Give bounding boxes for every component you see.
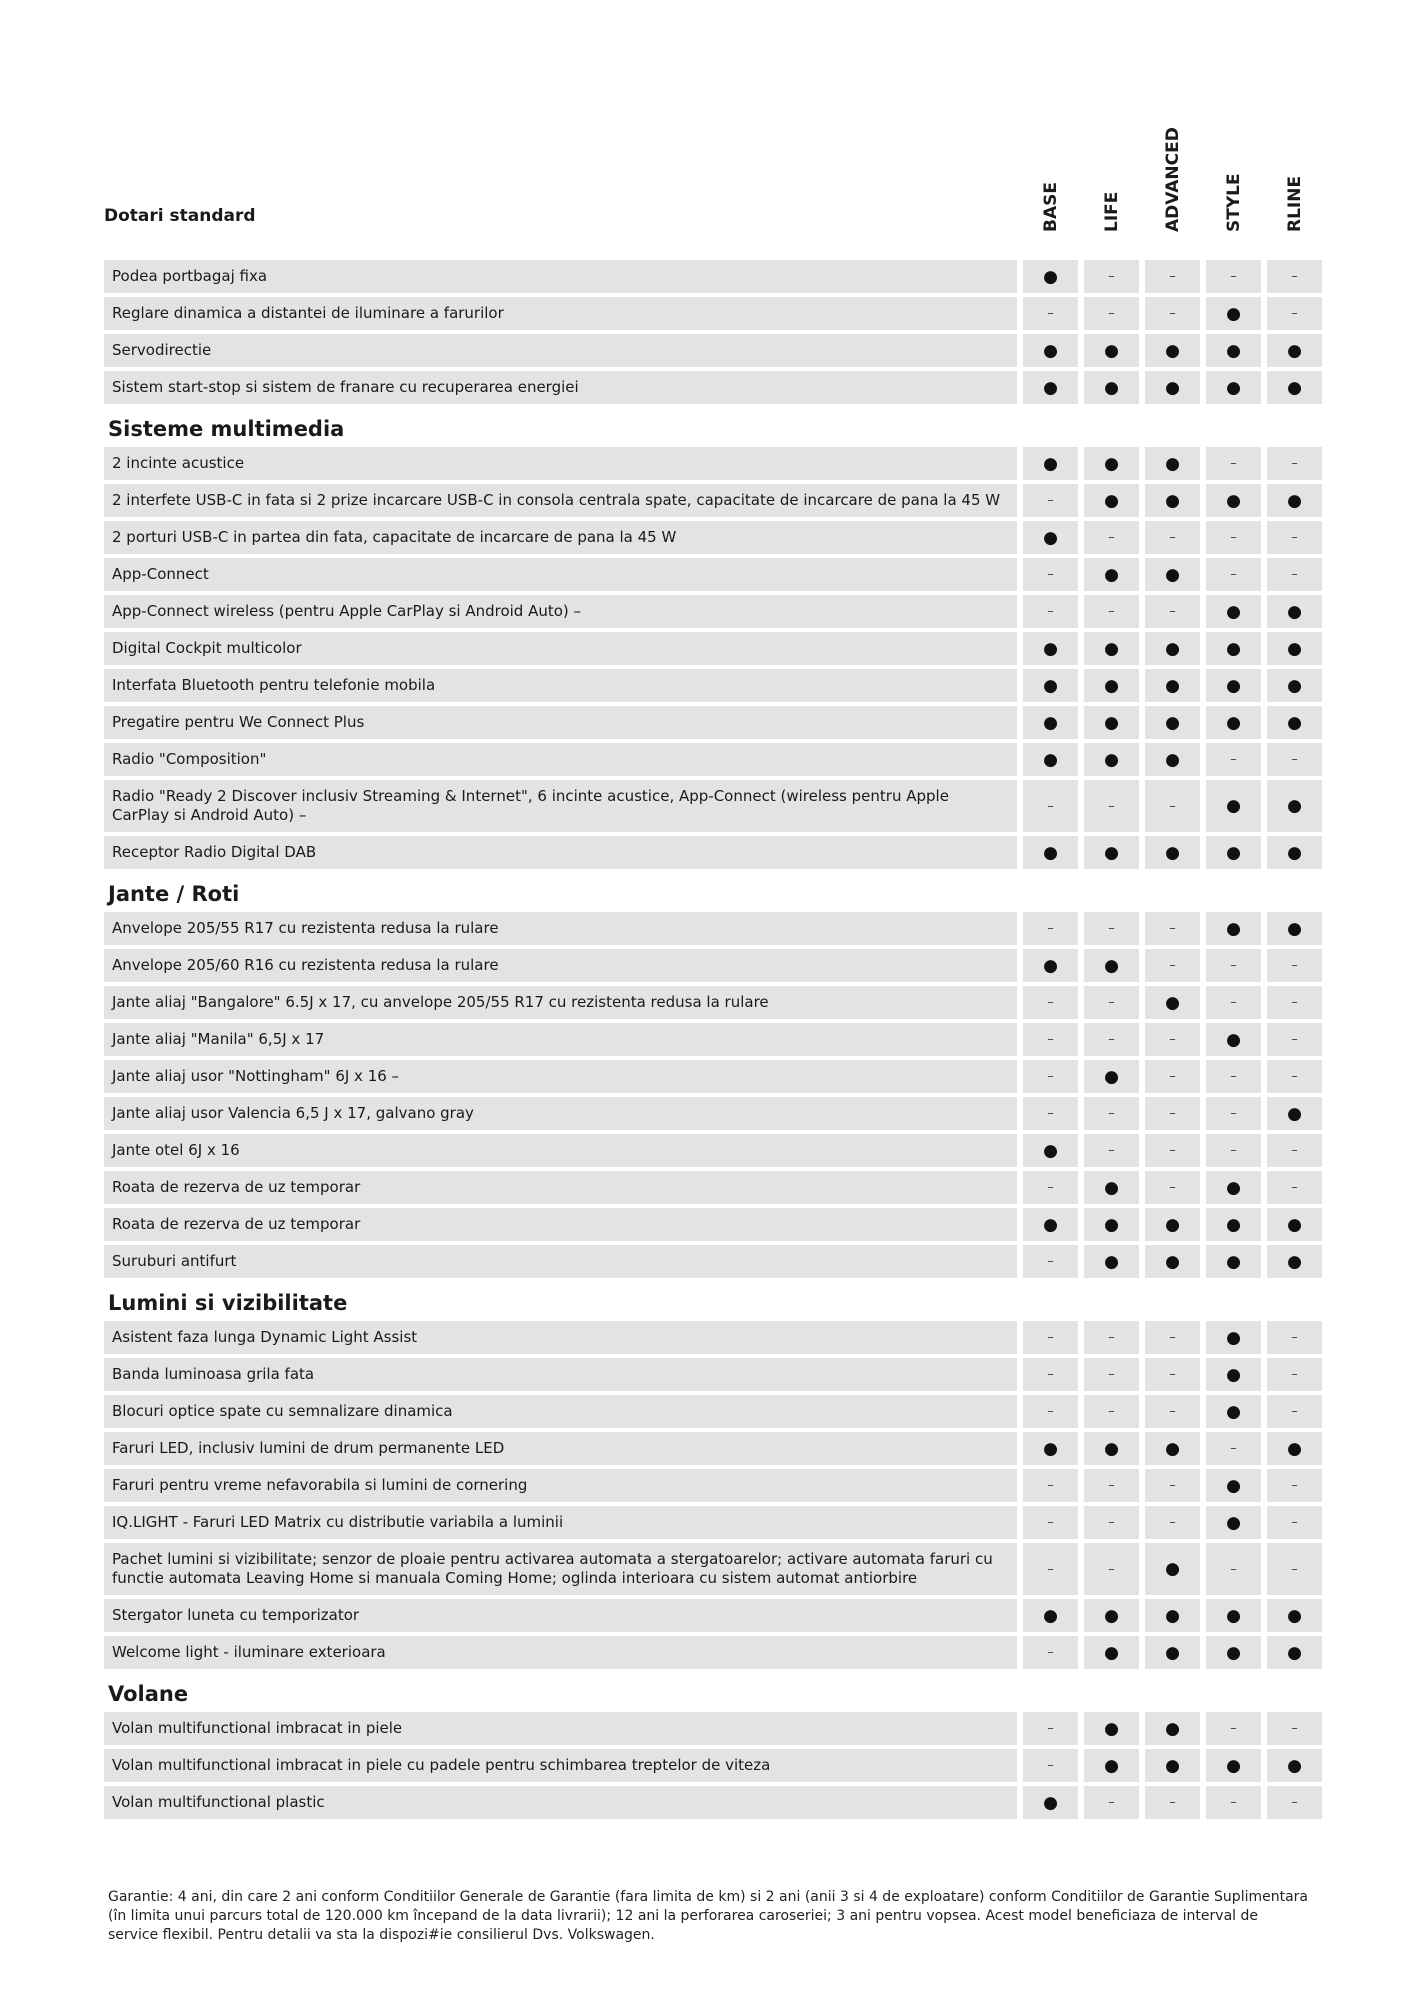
not-available-dash: –	[1145, 595, 1200, 628]
standard-dot: ●	[1084, 1599, 1139, 1632]
table-row	[104, 1786, 1322, 1819]
standard-dot: ●	[1023, 1599, 1078, 1632]
not-available-dash: –	[1023, 1506, 1078, 1539]
standard-dot: ●	[1084, 949, 1139, 982]
standard-dot: ●	[1145, 743, 1200, 776]
not-available-dash: –	[1023, 1395, 1078, 1428]
table-row	[104, 706, 1322, 739]
standard-dot: ●	[1267, 1245, 1322, 1278]
standard-dot: ●	[1145, 1245, 1200, 1278]
table-row	[104, 521, 1322, 554]
standard-dot: ●	[1267, 1432, 1322, 1465]
standard-dot: ●	[1206, 706, 1261, 739]
standard-dot: ●	[1206, 1023, 1261, 1056]
not-available-dash: –	[1267, 743, 1322, 776]
row-label: Reglare dinamica a distantei de iluminare a farurilor	[104, 297, 1017, 330]
table-row	[104, 1395, 1322, 1428]
standard-dot: ●	[1084, 669, 1139, 702]
standard-dot: ●	[1023, 949, 1078, 982]
table-row	[104, 558, 1322, 591]
not-available-dash: –	[1084, 297, 1139, 330]
not-available-dash: –	[1145, 521, 1200, 554]
standard-dot: ●	[1267, 1208, 1322, 1241]
not-available-dash: –	[1145, 260, 1200, 293]
not-available-dash: –	[1145, 1469, 1200, 1502]
not-available-dash: –	[1206, 1432, 1261, 1465]
not-available-dash: –	[1206, 521, 1261, 554]
standard-dot: ●	[1206, 1469, 1261, 1502]
column-headers	[1023, 122, 1322, 252]
standard-dot: ●	[1023, 743, 1078, 776]
standard-dot: ●	[1267, 669, 1322, 702]
standard-dot: ●	[1023, 1432, 1078, 1465]
row-label: 2 interfete USB-C in fata si 2 prize incarcare USB-C in consola centrala spate, capacitate de incarcare de pana la 45 W	[104, 484, 1017, 517]
not-available-dash: –	[1145, 297, 1200, 330]
standard-dot: ●	[1206, 1749, 1261, 1782]
standard-dot: ●	[1084, 371, 1139, 404]
table-row	[104, 484, 1322, 517]
not-available-dash: –	[1084, 986, 1139, 1019]
not-available-dash: –	[1023, 558, 1078, 591]
standard-dot: ●	[1145, 1749, 1200, 1782]
row-label: Volan multifunctional imbracat in piele cu padele pentru schimbarea treptelor de viteza	[104, 1749, 1017, 1782]
row-label: Anvelope 205/55 R17 cu rezistenta redusa la rulare	[104, 912, 1017, 945]
not-available-dash: –	[1084, 1023, 1139, 1056]
not-available-dash: –	[1206, 1060, 1261, 1093]
not-available-dash: –	[1145, 1171, 1200, 1204]
standard-dot: ●	[1023, 836, 1078, 869]
not-available-dash: –	[1084, 1786, 1139, 1819]
table-row	[104, 1134, 1322, 1167]
row-label: IQ.LIGHT - Faruri LED Matrix cu distributie variabila a luminii	[104, 1506, 1017, 1539]
not-available-dash: –	[1084, 780, 1139, 832]
table-row	[104, 1712, 1322, 1745]
standard-dot: ●	[1145, 1432, 1200, 1465]
standard-dot: ●	[1206, 1321, 1261, 1354]
row-label: Roata de rezerva de uz temporar	[104, 1171, 1017, 1204]
table-row	[104, 1097, 1322, 1130]
not-available-dash: –	[1206, 260, 1261, 293]
standard-dot: ●	[1084, 743, 1139, 776]
not-available-dash: –	[1206, 1786, 1261, 1819]
row-label: Sistem start-stop si sistem de franare cu recuperarea energiei	[104, 371, 1017, 404]
not-available-dash: –	[1145, 780, 1200, 832]
row-label: App-Connect	[104, 558, 1017, 591]
table-row	[104, 1599, 1322, 1632]
row-label: 2 incinte acustice	[104, 447, 1017, 480]
standard-dot: ●	[1206, 836, 1261, 869]
not-available-dash: –	[1023, 1469, 1078, 1502]
standard-dot: ●	[1023, 1786, 1078, 1819]
standard-dot: ●	[1145, 334, 1200, 367]
not-available-dash: –	[1206, 986, 1261, 1019]
not-available-dash: –	[1023, 912, 1078, 945]
not-available-dash: –	[1267, 949, 1322, 982]
not-available-dash: –	[1023, 1321, 1078, 1354]
table-row	[104, 1506, 1322, 1539]
not-available-dash: –	[1267, 1171, 1322, 1204]
standard-dot: ●	[1145, 706, 1200, 739]
standard-dot: ●	[1206, 632, 1261, 665]
row-label: App-Connect wireless (pentru Apple CarPlay si Android Auto) –	[104, 595, 1017, 628]
standard-dot: ●	[1084, 632, 1139, 665]
not-available-dash: –	[1023, 1097, 1078, 1130]
standard-dot: ●	[1206, 1171, 1261, 1204]
not-available-dash: –	[1267, 1395, 1322, 1428]
standard-dot: ●	[1206, 1636, 1261, 1669]
standard-dot: ●	[1267, 595, 1322, 628]
standard-dot: ●	[1023, 706, 1078, 739]
not-available-dash: –	[1145, 1395, 1200, 1428]
row-label: Banda luminoasa grila fata	[104, 1358, 1017, 1391]
standard-dot: ●	[1084, 1636, 1139, 1669]
row-label: Interfata Bluetooth pentru telefonie mobila	[104, 669, 1017, 702]
table-row	[104, 1543, 1322, 1595]
standard-dot: ●	[1145, 1712, 1200, 1745]
standard-dot: ●	[1084, 558, 1139, 591]
standard-dot: ●	[1206, 595, 1261, 628]
not-available-dash: –	[1267, 1358, 1322, 1391]
table-body	[104, 260, 1322, 1819]
standard-dot: ●	[1145, 1208, 1200, 1241]
standard-dot: ●	[1145, 1636, 1200, 1669]
column-header-rline: RLINE	[1284, 175, 1305, 232]
not-available-dash: –	[1267, 986, 1322, 1019]
table-row	[104, 595, 1322, 628]
row-label: Jante otel 6J x 16	[104, 1134, 1017, 1167]
table-row	[104, 1208, 1322, 1241]
standard-dot: ●	[1084, 1208, 1139, 1241]
standard-dot: ●	[1206, 371, 1261, 404]
standard-dot: ●	[1206, 1506, 1261, 1539]
not-available-dash: –	[1267, 1469, 1322, 1502]
standard-dot: ●	[1023, 447, 1078, 480]
standard-dot: ●	[1084, 1432, 1139, 1465]
table-row	[104, 1245, 1322, 1278]
row-label: Volan multifunctional plastic	[104, 1786, 1017, 1819]
not-available-dash: –	[1084, 1097, 1139, 1130]
not-available-dash: –	[1267, 558, 1322, 591]
row-label: Welcome light - iluminare exterioara	[104, 1636, 1017, 1669]
row-label: Jante aliaj usor "Nottingham" 6J x 16 –	[104, 1060, 1017, 1093]
not-available-dash: –	[1084, 260, 1139, 293]
table-row	[104, 836, 1322, 869]
not-available-dash: –	[1206, 558, 1261, 591]
standard-dot: ●	[1084, 447, 1139, 480]
row-label: Pregatire pentru We Connect Plus	[104, 706, 1017, 739]
row-label: Radio "Composition"	[104, 743, 1017, 776]
row-label: Faruri pentru vreme nefavorabila si lumini de cornering	[104, 1469, 1017, 1502]
standard-dot: ●	[1023, 669, 1078, 702]
section-title: Sisteme multimedia	[108, 417, 345, 441]
standard-dot: ●	[1206, 1599, 1261, 1632]
not-available-dash: –	[1023, 1358, 1078, 1391]
standard-dot: ●	[1145, 558, 1200, 591]
standard-dot: ●	[1084, 1749, 1139, 1782]
not-available-dash: –	[1145, 1060, 1200, 1093]
standard-dot: ●	[1145, 1543, 1200, 1595]
not-available-dash: –	[1084, 912, 1139, 945]
table-row	[104, 1023, 1322, 1056]
not-available-dash: –	[1267, 1134, 1322, 1167]
standard-dot: ●	[1206, 669, 1261, 702]
table-row	[104, 912, 1322, 945]
table-row	[104, 1749, 1322, 1782]
row-label: Digital Cockpit multicolor	[104, 632, 1017, 665]
not-available-dash: –	[1023, 1245, 1078, 1278]
not-available-dash: –	[1023, 1171, 1078, 1204]
column-header-life: LIFE	[1101, 191, 1122, 232]
table-row	[104, 1060, 1322, 1093]
standard-dot: ●	[1267, 1749, 1322, 1782]
not-available-dash: –	[1145, 1097, 1200, 1130]
table-row	[104, 447, 1322, 480]
table-row	[104, 986, 1322, 1019]
row-label: Asistent faza lunga Dynamic Light Assist	[104, 1321, 1017, 1354]
standard-dot: ●	[1267, 912, 1322, 945]
not-available-dash: –	[1267, 447, 1322, 480]
table-row	[104, 1636, 1322, 1669]
row-label: Blocuri optice spate cu semnalizare dinamica	[104, 1395, 1017, 1428]
not-available-dash: –	[1267, 297, 1322, 330]
standard-dot: ●	[1145, 836, 1200, 869]
not-available-dash: –	[1084, 1321, 1139, 1354]
not-available-dash: –	[1084, 1395, 1139, 1428]
row-label: Stergator luneta cu temporizator	[104, 1599, 1017, 1632]
not-available-dash: –	[1145, 1321, 1200, 1354]
row-label: Volan multifunctional imbracat in piele	[104, 1712, 1017, 1745]
not-available-dash: –	[1145, 949, 1200, 982]
not-available-dash: –	[1084, 595, 1139, 628]
standard-dot: ●	[1267, 836, 1322, 869]
standard-dot: ●	[1084, 1245, 1139, 1278]
table-row	[104, 669, 1322, 702]
table-title: Dotari standard	[104, 206, 256, 226]
standard-dot: ●	[1084, 1060, 1139, 1093]
not-available-dash: –	[1084, 1469, 1139, 1502]
standard-dot: ●	[1267, 334, 1322, 367]
row-label: 2 porturi USB-C in partea din fata, capacitate de incarcare de pana la 45 W	[104, 521, 1017, 554]
not-available-dash: –	[1023, 1060, 1078, 1093]
standard-dot: ●	[1206, 297, 1261, 330]
standard-dot: ●	[1084, 334, 1139, 367]
column-header-base: BASE	[1040, 182, 1061, 232]
standard-dot: ●	[1145, 986, 1200, 1019]
standard-dot: ●	[1267, 1097, 1322, 1130]
not-available-dash: –	[1267, 521, 1322, 554]
row-label: Roata de rezerva de uz temporar	[104, 1208, 1017, 1241]
not-available-dash: –	[1206, 447, 1261, 480]
table-row	[104, 1171, 1322, 1204]
not-available-dash: –	[1267, 1786, 1322, 1819]
standard-dot: ●	[1267, 632, 1322, 665]
standard-dot: ●	[1145, 632, 1200, 665]
standard-dot: ●	[1206, 780, 1261, 832]
column-header-advanced: ADVANCED	[1162, 127, 1183, 232]
row-label: Jante aliaj usor Valencia 6,5 J x 17, galvano gray	[104, 1097, 1017, 1130]
table-row	[104, 780, 1322, 832]
standard-dot: ●	[1023, 632, 1078, 665]
standard-dot: ●	[1206, 912, 1261, 945]
table-row	[104, 297, 1322, 330]
standard-dot: ●	[1084, 1712, 1139, 1745]
standard-dot: ●	[1145, 1599, 1200, 1632]
not-available-dash: –	[1206, 1712, 1261, 1745]
row-label: Radio "Ready 2 Discover inclusiv Streaming & Internet", 6 incinte acustice, App-Connect (wireless pentru Apple CarPlay si Android Auto) –	[104, 780, 1017, 832]
not-available-dash: –	[1206, 1543, 1261, 1595]
standard-dot: ●	[1206, 1245, 1261, 1278]
not-available-dash: –	[1023, 1023, 1078, 1056]
table-row	[104, 1321, 1322, 1354]
not-available-dash: –	[1145, 1506, 1200, 1539]
not-available-dash: –	[1145, 912, 1200, 945]
standard-dot: ●	[1206, 334, 1261, 367]
standard-dot: ●	[1145, 447, 1200, 480]
standard-dot: ●	[1084, 484, 1139, 517]
not-available-dash: –	[1145, 1023, 1200, 1056]
standard-dot: ●	[1267, 1636, 1322, 1669]
standard-dot: ●	[1145, 484, 1200, 517]
section-title: Volane	[108, 1682, 189, 1706]
standard-dot: ●	[1023, 371, 1078, 404]
standard-dot: ●	[1023, 334, 1078, 367]
not-available-dash: –	[1023, 1712, 1078, 1745]
not-available-dash: –	[1267, 1060, 1322, 1093]
not-available-dash: –	[1267, 1543, 1322, 1595]
not-available-dash: –	[1023, 297, 1078, 330]
standard-dot: ●	[1206, 1395, 1261, 1428]
not-available-dash: –	[1023, 780, 1078, 832]
not-available-dash: –	[1206, 743, 1261, 776]
not-available-dash: –	[1084, 1543, 1139, 1595]
standard-dot: ●	[1084, 706, 1139, 739]
not-available-dash: –	[1084, 1134, 1139, 1167]
standard-dot: ●	[1267, 780, 1322, 832]
not-available-dash: –	[1206, 1134, 1261, 1167]
table-row	[104, 1358, 1322, 1391]
standard-dot: ●	[1267, 371, 1322, 404]
row-label: Faruri LED, inclusiv lumini de drum permanente LED	[104, 1432, 1017, 1465]
table-row	[104, 371, 1322, 404]
row-label: Anvelope 205/60 R16 cu rezistenta redusa la rulare	[104, 949, 1017, 982]
not-available-dash: –	[1145, 1786, 1200, 1819]
column-header-style: STYLE	[1223, 173, 1244, 232]
table-row	[104, 1432, 1322, 1465]
row-label: Receptor Radio Digital DAB	[104, 836, 1017, 869]
not-available-dash: –	[1023, 986, 1078, 1019]
table-row	[104, 949, 1322, 982]
warranty-note: Garantie: 4 ani, din care 2 ani conform Conditiilor Generale de Garantie (fara limita de km) si 2 ani (anii 3 si 4 de exploatare) conform Conditiilor de Garantie Suplimentara (în limita unui parcurs total de 120.000 km începand de la data livrarii); 12 ani la perforarea caroseriei; 3 ani pentru vopsea. Acest model beneficiaza de interval de service flexibil. Pentru detalii va sta la dispozi#ie consilierul Dvs. Volkswagen.	[108, 1889, 1309, 1943]
not-available-dash: –	[1145, 1134, 1200, 1167]
standard-dot: ●	[1084, 1171, 1139, 1204]
not-available-dash: –	[1023, 1543, 1078, 1595]
standard-dot: ●	[1267, 706, 1322, 739]
not-available-dash: –	[1267, 1712, 1322, 1745]
not-available-dash: –	[1267, 260, 1322, 293]
section-title: Lumini si vizibilitate	[108, 1291, 348, 1315]
row-label: Suruburi antifurt	[104, 1245, 1017, 1278]
not-available-dash: –	[1023, 595, 1078, 628]
table-row	[104, 260, 1322, 293]
not-available-dash: –	[1206, 1097, 1261, 1130]
standard-dot: ●	[1267, 484, 1322, 517]
not-available-dash: –	[1084, 1506, 1139, 1539]
row-label: Servodirectie	[104, 334, 1017, 367]
not-available-dash: –	[1023, 1636, 1078, 1669]
not-available-dash: –	[1267, 1506, 1322, 1539]
table-row	[104, 743, 1322, 776]
equipment-table	[104, 120, 1322, 1823]
standard-dot: ●	[1206, 1358, 1261, 1391]
standard-dot: ●	[1267, 1599, 1322, 1632]
standard-dot: ●	[1023, 1134, 1078, 1167]
standard-dot: ●	[1023, 521, 1078, 554]
table-row	[104, 334, 1322, 367]
not-available-dash: –	[1023, 1749, 1078, 1782]
row-label: Jante aliaj "Bangalore" 6.5J x 17, cu anvelope 205/55 R17 cu rezistenta redusa la rulare	[104, 986, 1017, 1019]
not-available-dash: –	[1084, 1358, 1139, 1391]
not-available-dash: –	[1145, 1358, 1200, 1391]
standard-dot: ●	[1023, 1208, 1078, 1241]
standard-dot: ●	[1023, 260, 1078, 293]
not-available-dash: –	[1206, 949, 1261, 982]
not-available-dash: –	[1267, 1321, 1322, 1354]
row-label: Jante aliaj "Manila" 6,5J x 17	[104, 1023, 1017, 1056]
standard-dot: ●	[1145, 371, 1200, 404]
section-title: Jante / Roti	[108, 882, 240, 906]
row-label: Pachet lumini si vizibilitate; senzor de ploaie pentru activarea automata a stergatoarelor; activare automata faruri cu functie automata Leaving Home si manuala Coming Home; oglinda interioara cu sistem automat antiorbire	[104, 1543, 1017, 1595]
not-available-dash: –	[1267, 1023, 1322, 1056]
table-row	[104, 632, 1322, 665]
standard-dot: ●	[1145, 669, 1200, 702]
not-available-dash: –	[1023, 484, 1078, 517]
table-row	[104, 1469, 1322, 1502]
standard-dot: ●	[1206, 1208, 1261, 1241]
standard-dot: ●	[1206, 484, 1261, 517]
standard-dot: ●	[1084, 836, 1139, 869]
table-header	[104, 120, 1322, 260]
not-available-dash: –	[1084, 521, 1139, 554]
row-label: Podea portbagaj fixa	[104, 260, 1017, 293]
